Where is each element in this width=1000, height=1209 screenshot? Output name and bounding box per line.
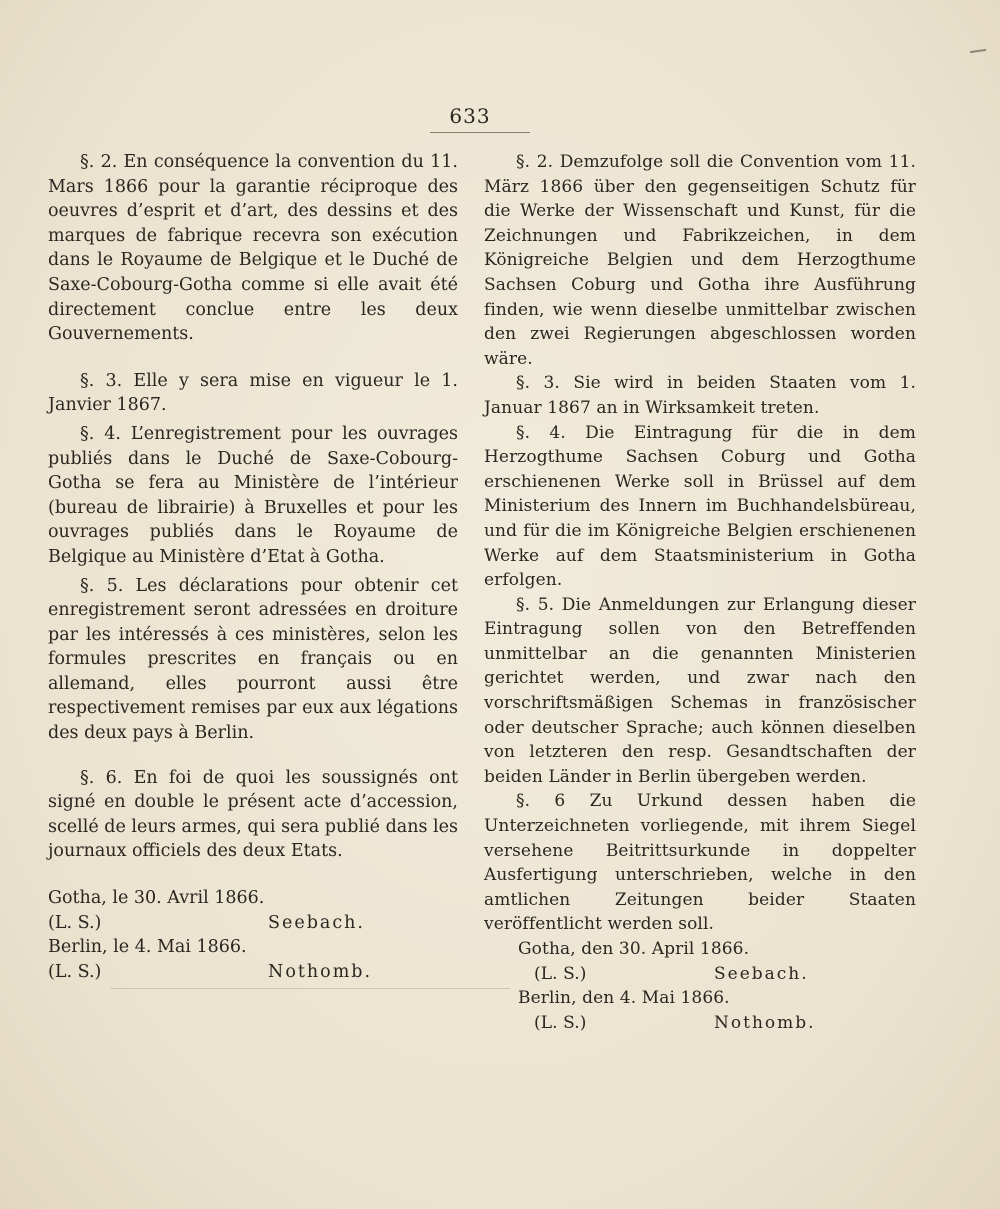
fr-paragraph-3: §. 3. Elle y sera mise en vigueur le 1. Janvier 1867. <box>48 370 458 416</box>
fr-seal-1: (L. S.) <box>48 912 102 933</box>
fr-seal-2: (L. S.) <box>48 961 102 982</box>
fr-paragraph-2: §. 2. En conséquence la convention du 11. Mars 1866 pour la garantie réciproque des oeuvres d’esprit et d’art, des dessins et des marques de fabrique recevra son exécution dans le Royaume de Belgique et le Duché de Saxe-Cobourg-Gotha comme si elle avait été directement conclue entre les deux Gouvernements. <box>48 152 458 345</box>
de-paragraph-5: §. 5. Die Anmeldungen zur Erlangung dieser Eintragung sollen von den Betreffenden unmittelbar an die genannten Ministerien gerichtet werden, und zwar nach den vorschriftsmäßigen Schemas in französischer oder deutscher Sprache; auch können dieselben von letzteren den resp. Gesandtschaften der beiden Länder in Berlin übergeben werden. <box>484 594 916 787</box>
de-paragraph-3: §. 3. Sie wird in beiden Staaten vom 1. Januar 1867 an in Wirksamkeit treten. <box>484 373 916 418</box>
separator-rule <box>110 988 510 989</box>
german-column <box>484 150 916 1035</box>
fr-signatory-2: Nothomb. <box>268 961 373 982</box>
de-signatory-1: Seebach. <box>714 963 809 984</box>
fr-signature-line-1 <box>48 911 458 936</box>
fr-signature-place-2: Berlin, le 4. Mai 1866. <box>48 937 247 958</box>
de-seal-1: (L. S.) <box>534 963 587 984</box>
de-paragraph-6: §. 6 Zu Urkund dessen haben die Unterzeichneten vorliegende, mit ihrem Siegel versehene Beitrittsurkunde in doppelter Ausfertigung unterschrieben, welche in den amtlichen Zeitungen beider Staaten veröffentlicht werden soll. <box>484 791 916 935</box>
fr-signatory-1: Seebach. <box>268 912 365 933</box>
french-column <box>48 150 458 984</box>
fr-paragraph-5: §. 5. Les déclarations pour obtenir cet enregistrement seront adressées en droiture par les intéressés à ces ministères, selon les formules prescrites en français ou en allemand, elles pourront aussi être respectivement remises par eux aux légations des deux pays à Berlin. <box>48 575 458 744</box>
de-signature-place-1: Gotha, den 30. April 1866. <box>518 939 750 959</box>
de-paragraph-2: §. 2. Demzufolge soll die Convention vom 11. März 1866 über den gegenseitigen Schutz für die Werke der Wissenschaft und Kunst, für die Zeichnungen und Fabrikzeichen, in dem Königreiche Belgien und dem Herzogthume Sachsen Coburg und Gotha ihre Ausführung finden, wie wenn dieselbe unmittelbar zwischen den zwei Regierungen abgeschlossen worden wäre. <box>484 152 916 369</box>
page-number: 633 <box>449 104 491 128</box>
de-signature-place-2: Berlin, den 4. Mai 1866. <box>518 988 730 1009</box>
de-signature-line-2 <box>484 1011 916 1036</box>
edge-mark <box>970 49 986 53</box>
de-paragraph-4: §. 4. Die Eintragung für die in dem Herzogthume Sachsen Coburg und Gotha erschienenen Werke soll in Brüssel auf dem Ministerium des Innern im Buchhandelsbüreau, und für die im Königreiche Belgien erschienenen Werke auf dem Staatsministerium in Gotha erfolgen. <box>484 422 916 591</box>
fr-signature-line-2 <box>48 960 458 985</box>
page-number-rule <box>430 132 530 133</box>
fr-paragraph-6: §. 6. En foi de quoi les soussignés ont signé en double le présent acte d’accession, scellé de leurs armes, qui sera publié dans les journaux officiels des deux Etats. <box>48 767 458 862</box>
de-signature-line-1 <box>484 962 916 987</box>
fr-signature-place-1: Gotha, le 30. Avril 1866. <box>48 888 265 909</box>
fr-paragraph-4: §. 4. L’enregistrement pour les ouvrages publiés dans le Duché de Saxe-Cobourg-Gotha se fera au Ministère de l’intérieur (bureau de librairie) à Bruxelles et pour les ouvrages publiés dans le Royaume de Belgique au Ministère d’Etat à Gotha. <box>48 423 458 567</box>
de-signatory-2: Nothomb. <box>714 1012 816 1033</box>
de-seal-2: (L. S.) <box>534 1012 587 1033</box>
